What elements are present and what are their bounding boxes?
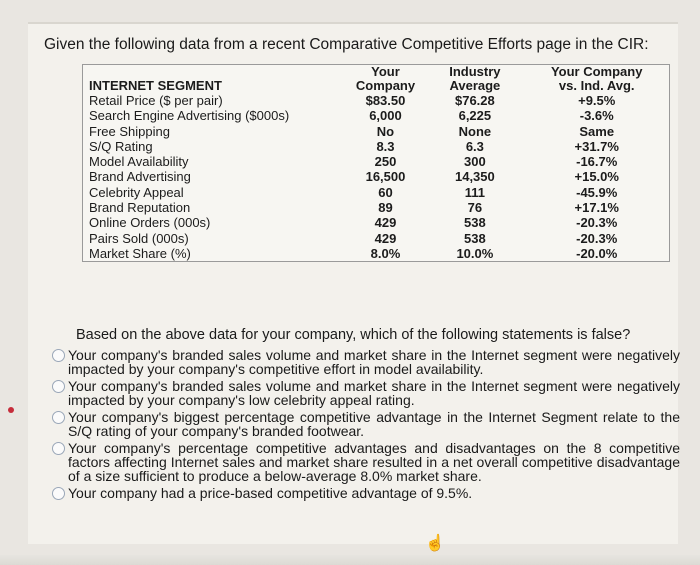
answer-option[interactable] (20, 348, 680, 376)
industry-value: 6,225 (458, 108, 492, 124)
row-label: Retail Price ($ per pair) (89, 93, 223, 108)
table-row (83, 93, 669, 108)
industry-value: 76 (467, 200, 483, 216)
industry-value: 10.0% (456, 245, 494, 261)
table-row (83, 154, 669, 169)
company-value: 8.3 (376, 138, 395, 154)
question-title: Given the following data from a recent Comparative Competitive Efforts page in the CIR: (44, 36, 649, 53)
company-value: No (376, 123, 395, 139)
header-segment: INTERNET SEGMENT (89, 78, 222, 93)
company-value: 250 (374, 154, 397, 170)
row-label: Brand Advertising (89, 169, 191, 185)
answer-options (20, 348, 680, 503)
table-row (83, 139, 669, 154)
table-row (83, 215, 669, 230)
company-value: 16,500 (365, 169, 406, 185)
radio-button[interactable] (52, 380, 65, 393)
row-label: Model Availability (89, 154, 189, 170)
answer-option-label: Your company's biggest percentage competitive advantage in the Internet Segment relate to the S/Q rating of your company's branded footwear. (68, 409, 680, 439)
answer-option-label: Your company's percentage competitive advantages and disadvantages on the 8 competitive factors affecting Internet sales and market share resulted in a net overall competitive disadvantage of a size sufficient to produce a below-average 8.0% market share. (68, 440, 680, 484)
vs-average-value: -20.0% (576, 245, 618, 261)
row-label: Pairs Sold (000s) (89, 230, 189, 246)
header-vs-average: Your Company vs. Ind. Avg. (550, 64, 643, 93)
vs-average-value: -45.9% (576, 184, 618, 200)
vs-average-value: -3.6% (579, 108, 614, 124)
page-bottom-edge (0, 555, 700, 565)
answer-option[interactable] (20, 441, 680, 483)
vs-average-value: +17.1% (574, 200, 619, 216)
industry-value: 14,350 (454, 169, 495, 185)
active-question-marker (8, 407, 14, 413)
industry-value: 6.3 (465, 138, 484, 154)
table-row (83, 231, 669, 246)
row-label: Online Orders (000s) (89, 215, 211, 231)
vs-average-value: -16.7% (576, 154, 618, 170)
radio-button[interactable] (52, 349, 65, 362)
company-value: 60 (378, 184, 393, 200)
row-label: Brand Reputation (89, 200, 191, 216)
answer-option[interactable] (20, 486, 680, 500)
answer-option-label: Your company's branded sales volume and market share in the Internet segment were negatively impacted by your company's low celebrity appeal rating. (68, 378, 680, 408)
radio-button[interactable] (52, 411, 65, 424)
cir-data-table (82, 64, 670, 262)
company-value: 429 (374, 230, 397, 246)
vs-average-value: -20.3% (576, 230, 618, 246)
row-label: Search Engine Advertising ($000s) (89, 108, 290, 124)
header-industry: Industry Average (449, 64, 501, 93)
industry-value: $76.28 (454, 93, 495, 108)
industry-value: 538 (464, 215, 486, 231)
question-prompt: Based on the above data for your company, which of the following statements is false? (76, 327, 631, 343)
answer-option[interactable] (20, 379, 680, 407)
company-value: 8.0% (370, 245, 401, 261)
answer-option[interactable] (20, 410, 680, 438)
row-label: Market Share (%) (89, 245, 191, 261)
industry-value: 300 (464, 154, 486, 170)
radio-button[interactable] (52, 487, 65, 500)
company-value: 429 (374, 215, 397, 231)
table-row (83, 108, 669, 123)
vs-average-value: +9.5% (578, 93, 616, 108)
company-value: $83.50 (365, 93, 406, 108)
answer-option-label: Your company had a price-based competitive advantage of 9.5%. (68, 485, 473, 501)
industry-value: 111 (464, 184, 485, 200)
radio-button[interactable] (52, 442, 65, 455)
table-row (83, 246, 669, 261)
hand-cursor-icon: ☝ (425, 535, 445, 552)
table-row (83, 200, 669, 215)
answer-option-label: Your company's branded sales volume and market share in the Internet segment were negatively impacted by your company's competitive effort in model availability. (68, 347, 680, 377)
table-row (83, 124, 669, 139)
company-value: 6,000 (369, 108, 402, 124)
vs-average-value: Same (579, 123, 615, 139)
table-row (83, 185, 669, 200)
industry-value: 538 (464, 230, 486, 246)
row-label: S/Q Rating (89, 138, 153, 154)
vs-average-value: -20.3% (576, 215, 618, 231)
vs-average-value: +15.0% (574, 169, 619, 185)
header-company: Your Company (355, 64, 416, 93)
vs-average-value: +31.7% (574, 138, 619, 154)
row-label: Celebrity Appeal (89, 184, 184, 200)
industry-value: None (458, 123, 492, 139)
table-row (83, 169, 669, 184)
row-label: Free Shipping (89, 123, 170, 139)
company-value: 89 (378, 200, 393, 216)
